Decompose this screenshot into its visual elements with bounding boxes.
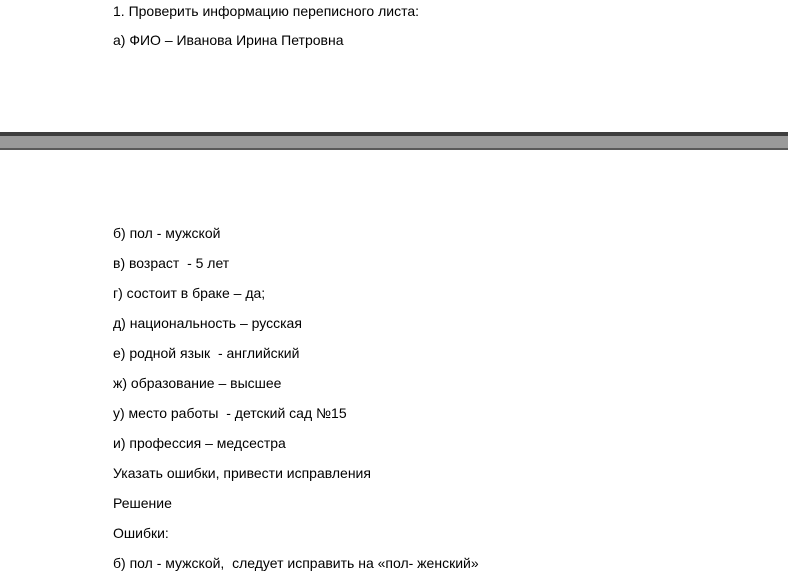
document-page-1 [0, 0, 788, 132]
page-separator [0, 132, 788, 150]
field-age: в) возраст - 5 лет [113, 255, 230, 271]
solution-heading: Решение [113, 495, 172, 511]
error-item-sex: б) пол - мужской, следует исправить на «пол- женский» [113, 555, 479, 571]
document-page-2 [0, 150, 788, 573]
task-instruction: Указать ошибки, привести исправления [113, 465, 371, 481]
task-heading: 1. Проверить информацию переписного листа: [113, 3, 420, 19]
field-nationality: д) национальность – русская [113, 315, 302, 331]
field-marital-status: г) состоит в браке – да; [113, 285, 266, 301]
field-sex: б) пол - мужской [113, 225, 221, 241]
field-education: ж) образование – высшее [113, 375, 282, 391]
field-workplace: у) место работы - детский сад №15 [113, 405, 347, 421]
errors-heading: Ошибки: [113, 525, 169, 541]
page-separator-shadow [0, 132, 788, 136]
field-native-language: е) родной язык - английский [113, 345, 300, 361]
field-fio: а) ФИО – Иванова Ирина Петровна [113, 32, 344, 48]
field-profession: и) профессия – медсестра [113, 435, 286, 451]
